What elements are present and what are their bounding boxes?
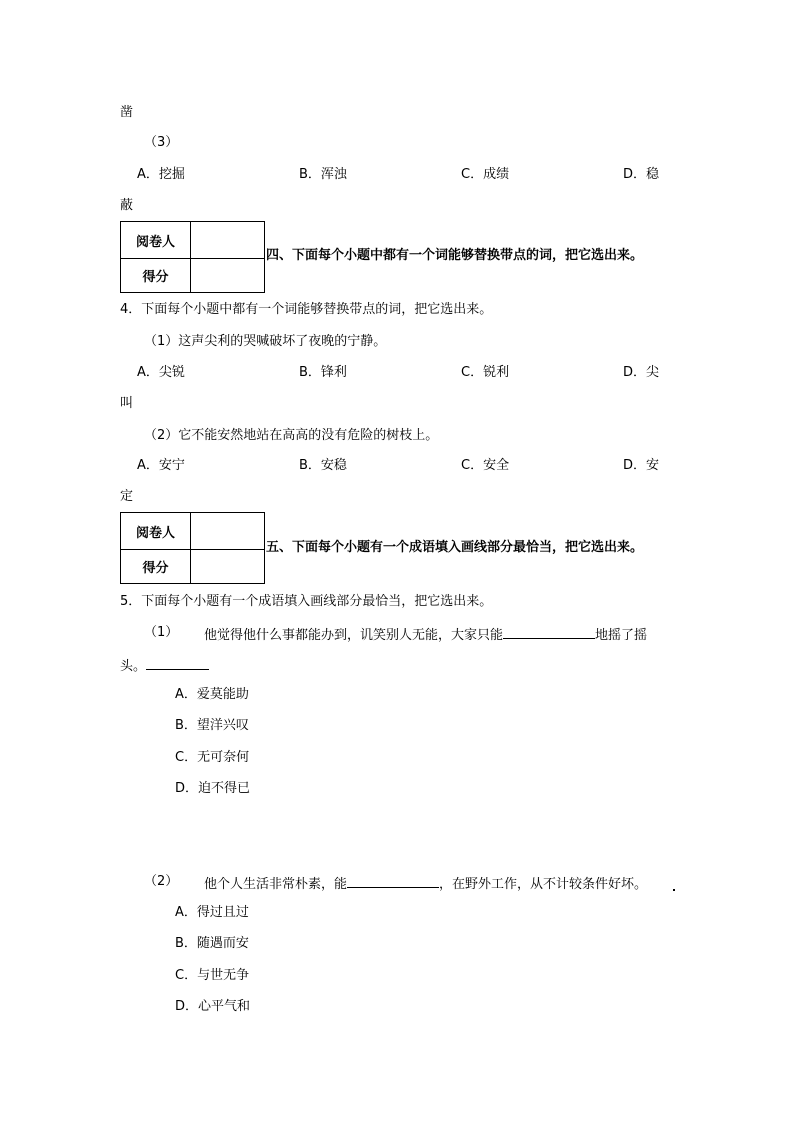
score-table-section4	[120, 221, 265, 293]
q5-1-option-b: B．望洋兴叹	[175, 718, 249, 733]
reviewer-cell[interactable]	[191, 222, 264, 258]
q4-2-overflow-char: 定	[120, 489, 134, 504]
period-mark-icon	[673, 889, 675, 891]
q4-1-option-c: C．锐利	[461, 365, 510, 380]
q5-2-option-b: B．随遇而安	[175, 936, 249, 951]
q4-2-text: （2）它不能安然地站在高高的没有危险的树枝上。	[144, 428, 439, 443]
reviewer-cell[interactable]	[191, 513, 264, 549]
q5-1-line2-text: 头。	[120, 659, 147, 674]
q5-1-line2	[120, 656, 209, 675]
q5-stem: 5．下面每个小题有一个成语填入画线部分最恰当，把它选出来。	[120, 594, 493, 609]
q5-1-answer-blank[interactable]	[146, 656, 209, 670]
q5-1-text-b: 地摇了摇	[595, 628, 648, 643]
q3-option-d: D．稳	[623, 167, 660, 182]
q3-label: （3）	[144, 135, 179, 150]
score-cell[interactable]	[191, 549, 264, 583]
q4-1-text: （1）这声尖利的哭喊破坏了夜晚的宁静。	[144, 334, 387, 349]
q3-option-a: A．挖掘	[137, 167, 185, 182]
q5-2-sentence	[204, 874, 647, 893]
q5-1-option-a: A．爱莫能助	[175, 687, 249, 702]
q4-2-option-a: A．安宁	[137, 458, 185, 473]
q4-1-option-d: D．尖	[623, 365, 660, 380]
q5-2-option-a: A．得过且过	[175, 905, 249, 920]
q4-1-overflow-char: 叫	[120, 396, 134, 411]
section4-title: 四、下面每个小题中都有一个词能够替换带点的词，把它选出来。	[266, 248, 644, 263]
q3-option-b: B．浑浊	[299, 167, 347, 182]
q4-stem: 4．下面每个小题中都有一个词能够替换带点的词，把它选出来。	[120, 302, 493, 317]
q5-2-option-c: C．与世无争	[175, 968, 250, 983]
score-cell[interactable]	[191, 258, 264, 292]
q4-1-option-a: A．尖锐	[137, 365, 185, 380]
q4-1-option-b: B．锋利	[299, 365, 347, 380]
q5-1-text-a: 他觉得他什么事都能办到，讥笑别人无能，大家只能	[204, 628, 504, 643]
reviewer-label: 阅卷人	[121, 513, 191, 549]
q5-1-blank[interactable]	[503, 625, 595, 639]
section5-title: 五、下面每个小题有一个成语填入画线部分最恰当，把它选出来。	[266, 540, 644, 555]
q4-2-option-d: D．安	[623, 458, 660, 473]
q5-2-text-b: ，在野外工作，从不计较条件好坏。	[439, 877, 648, 892]
q5-2-num: （2）	[144, 874, 179, 889]
q5-2-blank[interactable]	[347, 874, 439, 888]
q5-1-option-c: C．无可奈何	[175, 750, 250, 765]
reviewer-label: 阅卷人	[121, 222, 191, 258]
q4-2-option-c: C．安全	[461, 458, 510, 473]
q5-2-text-a: 他个人生活非常朴素，能	[204, 877, 348, 892]
q5-1-sentence	[204, 625, 647, 644]
q5-2-option-d: D．心平气和	[175, 999, 251, 1014]
q5-1-num: （1）	[144, 625, 179, 640]
q2-overflow-char: 凿	[120, 105, 134, 120]
score-table-section5	[120, 512, 265, 584]
score-label: 得分	[121, 258, 191, 292]
q4-2-option-b: B．安稳	[299, 458, 347, 473]
q3-overflow-char: 蔽	[120, 198, 134, 213]
score-label: 得分	[121, 549, 191, 583]
q3-option-c: C．成绩	[461, 167, 510, 182]
q5-1-option-d: D．迫不得已	[175, 781, 251, 796]
